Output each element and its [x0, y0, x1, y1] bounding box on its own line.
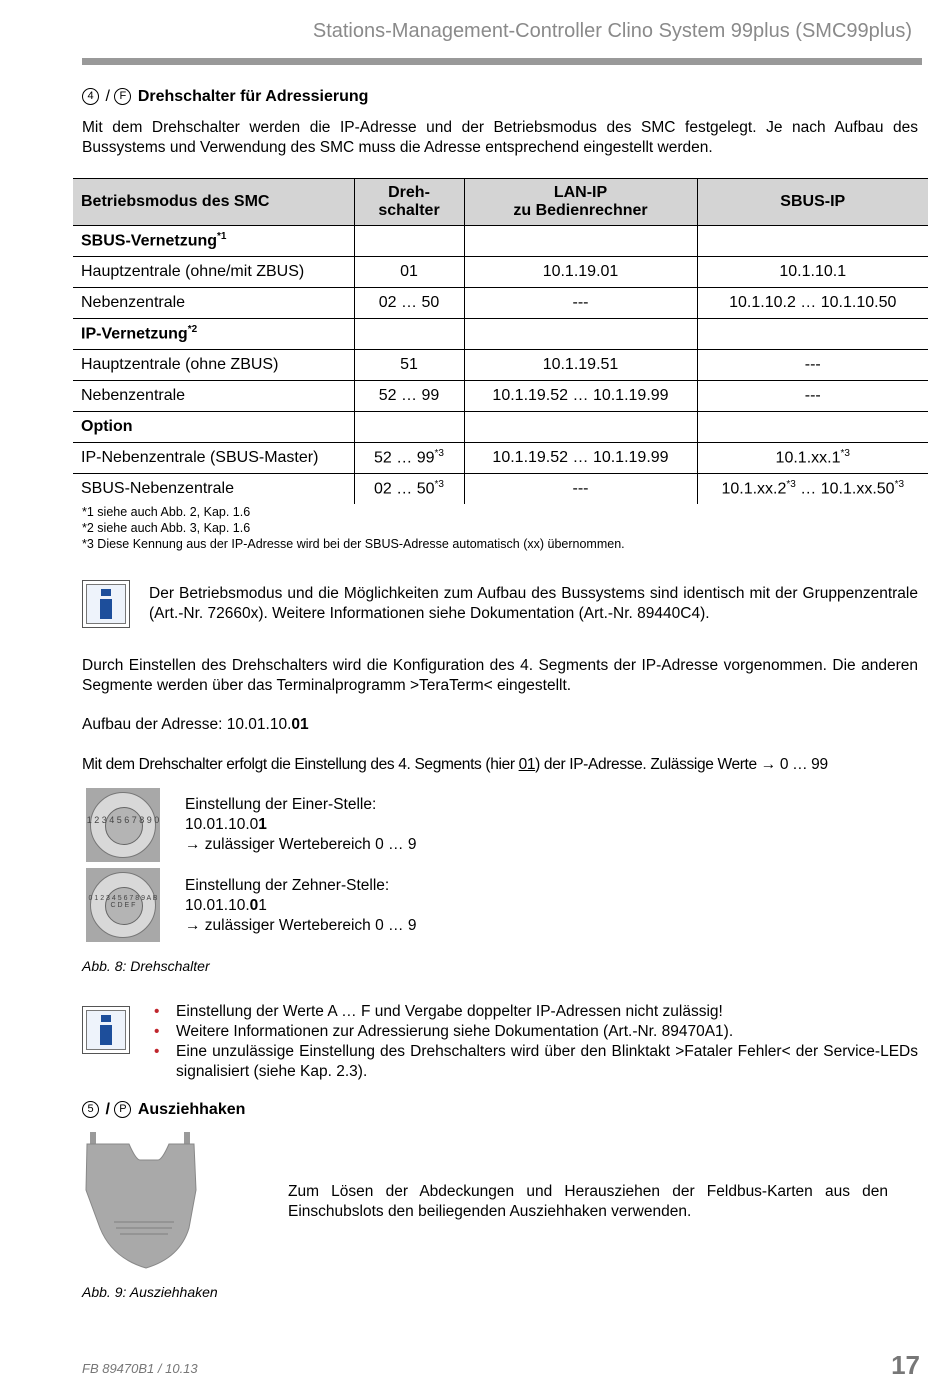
- document-number: FB 89470B1 / 10.13: [82, 1361, 198, 1376]
- col-header-switch: Dreh- schalter: [354, 179, 464, 226]
- info-icon: [82, 1006, 130, 1054]
- cell-sbus: 10.1.10.2 … 10.1.10.50: [697, 288, 928, 319]
- col-header-mode: Betriebsmodus des SMC: [73, 179, 354, 226]
- info-note-1: Der Betriebsmodus und die Möglichkeiten zum Aufbau des Bussystems sind identisch mit der Gruppenzentrale (Art.-Nr. 72660x). Weitere Informationen siehe Dokumentation (Art.-Nr. 89440C4).: [149, 585, 918, 622]
- cell-mode: Hauptzentrale (ohne ZBUS): [73, 350, 354, 381]
- table-header-row: [73, 179, 928, 226]
- circled-number-4: 4: [82, 88, 99, 105]
- cell-lan: 10.1.19.51: [464, 350, 697, 381]
- table-row: [73, 350, 928, 381]
- hook-description: Zum Lösen der Abdeckungen und Herausziehen der Feldbus-Karten aus den Einschubslots den beiliegenden Ausziehhaken verwenden.: [288, 1183, 888, 1220]
- list-item: • Eine unzulässige Einstellung des Drehschalters wird über den Blinktakt >Fataler Fehler< der Service-LEDs signalisiert (siehe Kap. 2.3).: [152, 1042, 918, 1082]
- rotary-switch-ones-image: 1 2 3 4 5 6 7 8 9 0: [86, 788, 160, 862]
- table-row: [73, 443, 928, 474]
- header-title: Stations-Management-Controller Clino System 99plus (SMC99plus): [312, 20, 912, 42]
- table-group-row: [73, 226, 928, 257]
- heading-separator: /: [105, 1101, 110, 1118]
- group-ip: IP-Vernetzung$^{*2}$: [73, 319, 354, 350]
- section-title: Ausziehhaken: [137, 1101, 246, 1118]
- rotary-switch-tens-image: 0 1 2 3 4 5 6 7 8 9 A B C D E F: [86, 868, 160, 942]
- info-note-2-list: [152, 1002, 918, 1082]
- figure-caption: Abb. 9: Ausziehhaken: [82, 1284, 218, 1300]
- footnote: *2 siehe auch Abb. 3, Kap. 1.6: [82, 521, 251, 535]
- segment-paragraph: Durch Einstellen des Drehschalters wird die Konfiguration des 4. Segments der IP-Adresse vorgenommen. Die anderen Segmente werden über das Terminalprogramm >TeraTerm< eingestellt.: [82, 657, 918, 694]
- section-title: Drehschalter für Adressierung: [137, 88, 369, 105]
- cell-switch: 01: [354, 257, 464, 288]
- table-row: [73, 257, 928, 288]
- circled-letter-f: F: [114, 88, 131, 105]
- address-structure: Aufbau der Adresse: 10.01.10.01: [82, 716, 309, 733]
- table-row: [73, 381, 928, 412]
- cell-lan: 10.1.19.52 … 10.1.19.99: [464, 381, 697, 412]
- list-item: • Weitere Informationen zur Adressierung siehe Dokumentation (Art.-Nr. 89470A1).: [152, 1022, 918, 1042]
- cell-lan: ---: [464, 474, 697, 505]
- arrow-right-icon: →: [185, 836, 201, 853]
- cell-mode: Hauptzentrale (ohne/mit ZBUS): [73, 257, 354, 288]
- cell-sbus: ---: [697, 381, 928, 412]
- section-heading-rotary-switch: [82, 88, 368, 106]
- intro-paragraph: Mit dem Drehschalter werden die IP-Adresse und der Betriebsmodus des SMC festgelegt. Je nach Aufbau des Bussystems und Verwendung des SMC muss die Adresse entsprechend eingestellt werden.: [82, 119, 918, 156]
- footnote: *1 siehe auch Abb. 2, Kap. 1.6: [82, 505, 251, 519]
- group-sbus: SBUS-Vernetzung$^{*1}$: [73, 226, 354, 257]
- heading-separator: /: [105, 88, 110, 105]
- cell-sbus: 10.1.xx.2$^{*3}$ … 10.1.xx.50$^{*3}$: [697, 474, 928, 505]
- cell-switch: 02 … 50: [354, 288, 464, 319]
- arrow-right-icon: →: [760, 756, 776, 773]
- circled-number-5: 5: [82, 1101, 99, 1118]
- cell-lan: 10.1.19.52 … 10.1.19.99: [464, 443, 697, 474]
- header-rule: [82, 58, 922, 65]
- cell-switch: 52 … 99$^{*3}$: [354, 443, 464, 474]
- footnote: *3 Diese Kennung aus der IP-Adresse wird bei der SBUS-Adresse automatisch (xx) übernommen.: [82, 537, 625, 551]
- list-item: • Einstellung der Werte A … F und Vergabe doppelter IP-Adressen nicht zulässig!: [152, 1002, 918, 1022]
- table-group-row: [73, 319, 928, 350]
- cell-lan: 10.1.19.01: [464, 257, 697, 288]
- circled-letter-p: P: [114, 1101, 131, 1118]
- cell-sbus: 10.1.xx.1$^{*3}$: [697, 443, 928, 474]
- figure-caption: Abb. 8: Drehschalter: [82, 958, 210, 974]
- group-option: Option: [73, 412, 354, 443]
- table-footnotes: [82, 504, 625, 552]
- table-row: [73, 288, 928, 319]
- ones-setting-text: Einstellung der Einer-Stelle: 10.01.10.01 → zulässiger Wertebereich 0 … 9: [185, 796, 417, 853]
- tens-setting-text: Einstellung der Zehner-Stelle: 10.01.10.01 → zulässiger Wertebereich 0 … 9: [185, 877, 417, 934]
- col-header-lan-ip: LAN-IP zu Bedienrechner: [464, 179, 697, 226]
- cell-sbus: 10.1.10.1: [697, 257, 928, 288]
- col-header-sbus-ip: SBUS-IP: [697, 179, 928, 226]
- cell-mode: IP-Nebenzentrale (SBUS-Master): [73, 443, 354, 474]
- cell-mode: Nebenzentrale: [73, 381, 354, 412]
- cell-switch: 51: [354, 350, 464, 381]
- cell-mode: Nebenzentrale: [73, 288, 354, 319]
- cell-mode: SBUS-Nebenzentrale: [73, 474, 354, 505]
- setting-line: Mit dem Drehschalter erfolgt die Einstellung des 4. Segments (hier 01) der IP-Adresse. Zulässige Werte → 0 … 99: [82, 756, 828, 773]
- cell-sbus: ---: [697, 350, 928, 381]
- arrow-right-icon: →: [185, 917, 201, 934]
- extraction-hook-image: [84, 1130, 214, 1270]
- operating-mode-table: [73, 178, 928, 504]
- cell-lan: ---: [464, 288, 697, 319]
- page-number: 17: [891, 1350, 920, 1380]
- table-group-row: [73, 412, 928, 443]
- table-row: [73, 474, 928, 505]
- cell-switch: 52 … 99: [354, 381, 464, 412]
- section-heading-puller: [82, 1101, 245, 1119]
- info-icon: [82, 580, 130, 628]
- cell-switch: 02 … 50$^{*3}$: [354, 474, 464, 505]
